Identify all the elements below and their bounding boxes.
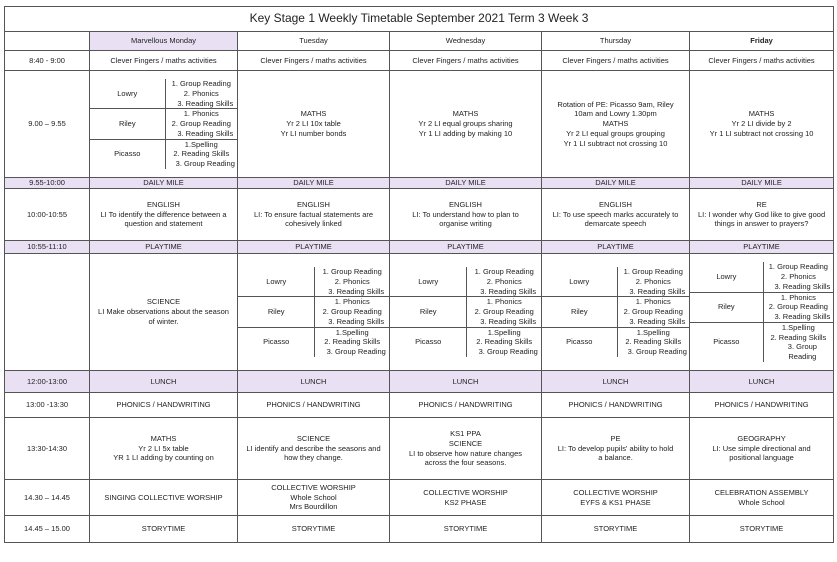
- group-activities-lowry: 1. Group Reading 2. Phonics 3. Reading Skills: [763, 262, 833, 292]
- phonics-cell: PHONICS / HANDWRITING: [690, 393, 834, 418]
- daily-mile-cell: DAILY MILE: [90, 178, 238, 189]
- group-name-picasso: Picasso: [390, 327, 467, 357]
- lesson-cell: ENGLISH LI: To understand how to plan to organise writing: [390, 189, 542, 241]
- group-activities-picasso: 1.Spelling 2. Reading Skills 3. Group Reading: [617, 327, 689, 357]
- lesson-cell: MATHS Yr 2 LI divide by 2 Yr 1 LI subtract not crossing 10: [690, 71, 834, 178]
- day-header-monday: Marvellous Monday: [90, 32, 238, 51]
- lesson-cell: PE LI: To develop pupils' ability to hold a balance.: [542, 418, 690, 480]
- time-cell: 14.45 – 15.00: [5, 516, 90, 543]
- group-name-lowry: Lowry: [690, 262, 763, 292]
- playtime-cell: PLAYTIME: [542, 241, 690, 254]
- phonics-cell: PHONICS / HANDWRITING: [542, 393, 690, 418]
- reading-groups-monday: [90, 71, 238, 178]
- worship-cell: COLLECTIVE WORSHIP EYFS & KS1 PHASE: [542, 480, 690, 516]
- group-name-picasso: Picasso: [238, 327, 315, 357]
- group-activities-picasso: 1.Spelling 2. Reading Skills 3. Group Reading: [467, 327, 541, 357]
- group-name-riley: Riley: [542, 297, 617, 327]
- lesson-cell: GEOGRAPHY LI: Use simple directional and positional language: [690, 418, 834, 480]
- worship-cell: COLLECTIVE WORSHIP Whole School Mrs Bourdillon: [238, 480, 390, 516]
- lunch-cell: LUNCH: [390, 371, 542, 393]
- storytime-cell: STORYTIME: [90, 516, 238, 543]
- daily-mile-cell: DAILY MILE: [390, 178, 542, 189]
- time-cell: 9.55-10:00: [5, 178, 90, 189]
- group-name-lowry: Lowry: [542, 267, 617, 297]
- day-header-wednesday: Wednesday: [390, 32, 542, 51]
- lunch-cell: LUNCH: [90, 371, 238, 393]
- worship-cell: SINGING COLLECTIVE WORSHIP: [90, 480, 238, 516]
- lesson-cell: RE LI: I wonder why God like to give good things in answer to prayers?: [690, 189, 834, 241]
- clever-fingers-cell: Clever Fingers / maths activities: [90, 51, 238, 71]
- worship-cell: COLLECTIVE WORSHIP KS2 PHASE: [390, 480, 542, 516]
- group-name-picasso: Picasso: [690, 322, 763, 362]
- group-name-picasso: Picasso: [542, 327, 617, 357]
- daily-mile-cell: DAILY MILE: [542, 178, 690, 189]
- clever-fingers-cell: Clever Fingers / maths activities: [390, 51, 542, 71]
- storytime-cell: STORYTIME: [542, 516, 690, 543]
- lesson-cell: SCIENCE LI Make observations about the season of winter.: [90, 254, 238, 371]
- group-activities-picasso: 1.Spelling 2. Reading Skills 3. Group Reading: [763, 322, 833, 362]
- group-name-riley: Riley: [238, 297, 315, 327]
- day-header-thursday: Thursday: [542, 32, 690, 51]
- group-activities-lowry: 1. Group Reading 2. Phonics 3. Reading Skills: [315, 267, 389, 297]
- playtime-cell: PLAYTIME: [690, 241, 834, 254]
- lesson-cell: ENGLISH LI: To ensure factual statements are cohesively linked: [238, 189, 390, 241]
- group-name-riley: Riley: [390, 297, 467, 327]
- reading-groups-tuesday: [238, 254, 390, 371]
- group-name-lowry: Lowry: [238, 267, 315, 297]
- clever-fingers-cell: Clever Fingers / maths activities: [542, 51, 690, 71]
- playtime-cell: PLAYTIME: [390, 241, 542, 254]
- group-name-riley: Riley: [90, 109, 165, 139]
- lesson-cell: ENGLISH LI: To use speech marks accurately to demarcate speech: [542, 189, 690, 241]
- time-cell: 12:00-13:00: [5, 371, 90, 393]
- lesson-cell: MATHS Yr 2 LI 5x table YR 1 LI adding by counting on: [90, 418, 238, 480]
- group-activities-riley: 1. Phonics 2. Group Reading 3. Reading Skills: [165, 109, 237, 139]
- lesson-cell: MATHS Yr 2 LI 10x table Yr LI number bonds: [238, 71, 390, 178]
- time-cell: 10:00-10:55: [5, 189, 90, 241]
- lesson-cell: MATHS Yr 2 LI equal groups sharing Yr 1 LI adding by making 10: [390, 71, 542, 178]
- storytime-cell: STORYTIME: [390, 516, 542, 543]
- time-cell: 8:40 - 9:00: [5, 51, 90, 71]
- phonics-cell: PHONICS / HANDWRITING: [390, 393, 542, 418]
- worship-cell: CELEBRATION ASSEMBLY Whole School: [690, 480, 834, 516]
- lunch-cell: LUNCH: [542, 371, 690, 393]
- day-header-friday: Friday: [690, 32, 834, 51]
- group-name-picasso: Picasso: [90, 139, 165, 169]
- group-activities-lowry: 1. Group Reading 2. Phonics 3. Reading Skills: [617, 267, 689, 297]
- time-cell: 13:30-14:30: [5, 418, 90, 480]
- group-name-lowry: Lowry: [90, 79, 165, 109]
- lesson-cell: KS1 PPA SCIENCE LI to observe how nature changes across the four seasons.: [390, 418, 542, 480]
- time-cell: 14.30 – 14.45: [5, 480, 90, 516]
- group-name-lowry: Lowry: [390, 267, 467, 297]
- time-cell: 13:00 -13:30: [5, 393, 90, 418]
- lunch-cell: LUNCH: [238, 371, 390, 393]
- phonics-cell: PHONICS / HANDWRITING: [238, 393, 390, 418]
- group-activities-riley: 1. Phonics 2. Group Reading 3. Reading Skills: [763, 292, 833, 322]
- lesson-cell: Rotation of PE: Picasso 9am, Riley 10am and Lowry 1.30pm MATHS Yr 2 LI equal groups grouping Yr 1 LI subtract not crossing 10: [542, 71, 690, 178]
- group-activities-riley: 1. Phonics 2. Group Reading 3. Reading Skills: [315, 297, 389, 327]
- daily-mile-cell: DAILY MILE: [690, 178, 834, 189]
- storytime-cell: STORYTIME: [238, 516, 390, 543]
- time-cell-blank: [5, 254, 90, 371]
- group-name-riley: Riley: [690, 292, 763, 322]
- weekly-timetable: [4, 6, 834, 543]
- lunch-cell: LUNCH: [690, 371, 834, 393]
- reading-groups-friday: [690, 254, 834, 371]
- time-cell: 10:55-11:10: [5, 241, 90, 254]
- lesson-cell: SCIENCE LI identify and describe the seasons and how they change.: [238, 418, 390, 480]
- daily-mile-cell: DAILY MILE: [238, 178, 390, 189]
- playtime-cell: PLAYTIME: [238, 241, 390, 254]
- phonics-cell: PHONICS / HANDWRITING: [90, 393, 238, 418]
- reading-groups-wednesday: [390, 254, 542, 371]
- storytime-cell: STORYTIME: [690, 516, 834, 543]
- clever-fingers-cell: Clever Fingers / maths activities: [690, 51, 834, 71]
- group-activities-picasso: 1.Spelling 2. Reading Skills 3. Group Reading: [165, 139, 237, 169]
- timetable-title: Key Stage 1 Weekly Timetable September 2021 Term 3 Week 3: [5, 7, 834, 32]
- corner-cell: [5, 32, 90, 51]
- group-activities-lowry: 1. Group Reading 2. Phonics 3. Reading Skills: [165, 79, 237, 109]
- clever-fingers-cell: Clever Fingers / maths activities: [238, 51, 390, 71]
- group-activities-riley: 1. Phonics 2. Group Reading 3. Reading Skills: [467, 297, 541, 327]
- lesson-cell: ENGLISH LI To identify the difference between a question and statement: [90, 189, 238, 241]
- day-header-tuesday: Tuesday: [238, 32, 390, 51]
- playtime-cell: PLAYTIME: [90, 241, 238, 254]
- reading-groups-thursday: [542, 254, 690, 371]
- group-activities-riley: 1. Phonics 2. Group Reading 3. Reading Skills: [617, 297, 689, 327]
- group-activities-picasso: 1.Spelling 2. Reading Skills 3. Group Reading: [315, 327, 389, 357]
- group-activities-lowry: 1. Group Reading 2. Phonics 3. Reading Skills: [467, 267, 541, 297]
- time-cell: 9.00 – 9.55: [5, 71, 90, 178]
